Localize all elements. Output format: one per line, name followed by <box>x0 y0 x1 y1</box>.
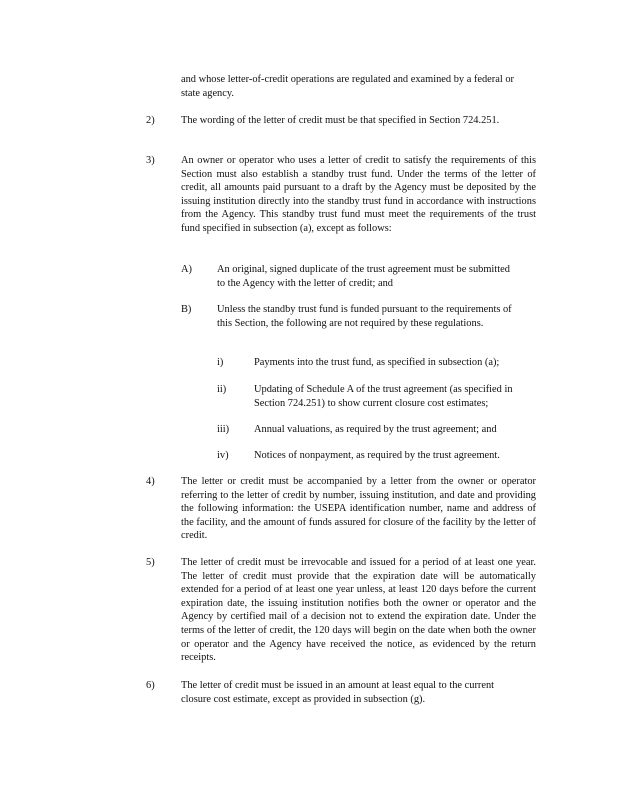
item-number-6: 6) <box>146 680 155 691</box>
item-text-ii: Updating of Schedule A of the trust agreement (as specified in Section 724.251) to show current closure cost estimates; <box>254 384 513 409</box>
item-number-iv: iv) <box>217 450 229 461</box>
item-text-B: Unless the standby trust fund is funded pursuant to the requirements of this Section, the following are not required by these regulations. <box>217 304 512 329</box>
item-number-i: i) <box>217 357 224 368</box>
item-text-5: The letter of credit must be irrevocable and issued for a period of at least one year. The letter of credit must provide that the expiration date will be automatically extended for a period of at least one year unless, at least 120 days before the current expiration date, the issuing institution notifies both the owner or operator and the Agency by certified mail of a decision not to extend the expiration date. Under the terms of the letter of credit, the 120 days will begin on the date when both the owner or operator and the Agency have received the notice, as evidenced by the return receipts. <box>181 557 536 664</box>
item-number-4: 4) <box>146 476 155 487</box>
item-number-iii: iii) <box>217 424 230 435</box>
item-text-2: The wording of the letter of credit must be that specified in Section 724.251. <box>181 115 500 126</box>
item-text-iii: Annual valuations, as required by the trust agreement; and <box>254 424 497 435</box>
item-text-3: An owner or operator who uses a letter of credit to satisfy the requirements of this Section must also establish a standby trust fund. Under the terms of the letter of credit, all amounts paid pursuant to a draft by the Agency must be deposited by the issuing institution directly into the standby trust fund in accordance with instructions from the Agency. This standby trust fund must meet the requirements of the trust fund specified in subsection (a), except as follows: <box>181 155 536 234</box>
item-number-B: B) <box>181 304 192 315</box>
continuation-text: and whose letter-of-credit operations are regulated and examined by a federal or state agency. <box>181 74 515 99</box>
item-number-ii: ii) <box>217 384 227 395</box>
item-text-6: The letter of credit must be issued in an amount at least equal to the current closure cost estimate, except as provided in subsection (g). <box>181 680 495 705</box>
item-text-i: Payments into the trust fund, as specified in subsection (a); <box>254 357 500 368</box>
item-number-5: 5) <box>146 557 155 568</box>
item-text-iv: Notices of nonpayment, as required by the trust agreement. <box>254 450 500 461</box>
item-text-4: The letter or credit must be accompanied by a letter from the owner or operator referring to the letter of credit by number, issuing institution, and date and providing the following information: the USEPA identification number, name and address of the facility, and the amount of funds assured for closure of the facility by the letter of credit. <box>181 476 536 542</box>
item-text-A: An original, signed duplicate of the trust agreement must be submitted to the Agency with the letter of credit; and <box>217 264 510 289</box>
item-number-3: 3) <box>146 155 155 166</box>
item-number-A: A) <box>181 264 192 275</box>
item-number-2: 2) <box>146 115 155 126</box>
